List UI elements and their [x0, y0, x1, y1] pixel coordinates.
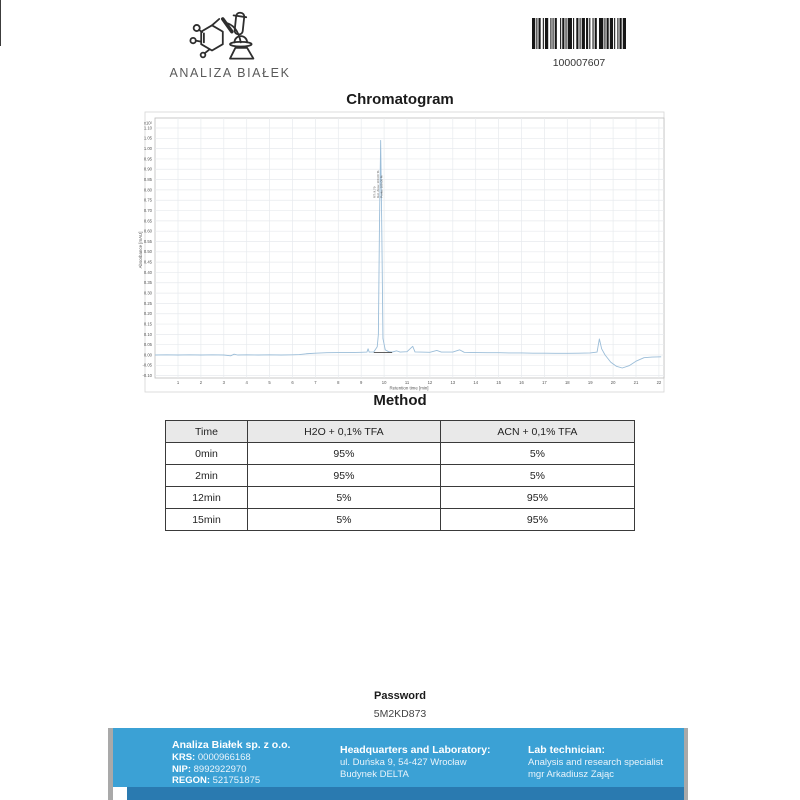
table-row [166, 443, 635, 465]
y-tick-label: 0.05 [143, 342, 152, 348]
table-cell: 5% [440, 465, 634, 487]
x-tick-label: 14 [473, 380, 479, 385]
method-table-head [166, 421, 635, 443]
x-tick-label: 16 [519, 380, 524, 385]
table-cell: 95% [440, 487, 634, 509]
technician-title: Lab technician: [528, 744, 606, 756]
y-tick-label: 1.05 [143, 135, 152, 141]
hq-address-line1: ul. Duńska 9, 54-427 Wrocław [340, 757, 467, 768]
x-tick-label: 5 [268, 380, 271, 385]
company-nip: NIP: 8992922970 [172, 763, 247, 775]
table-cell: 0min [166, 443, 248, 465]
table-row [166, 509, 635, 531]
table-cell: 12min [166, 487, 248, 509]
table-cell: 5% [247, 509, 440, 531]
x-tick-label: 3 [222, 380, 225, 385]
company-name: Analiza Białek sp. z o.o. [172, 739, 291, 751]
x-tick-label: 8 [337, 380, 340, 385]
y-axis-title: Absorbance [mAU] [138, 231, 143, 269]
table-header-cell: Time [166, 421, 248, 443]
y-tick-label: 0.25 [143, 300, 152, 306]
x-tick-label: 20 [610, 380, 616, 385]
technician-name: mgr Arkadiusz Zając [528, 768, 615, 780]
y-tick-label: 0.70 [143, 207, 152, 213]
x-tick-label: 19 [587, 380, 593, 385]
chromatogram-title: Chromatogram [346, 91, 454, 108]
table-row [166, 487, 635, 509]
y-tick-label: 0.55 [143, 238, 152, 244]
x-tick-label: 2 [199, 380, 203, 385]
x-tick-label: 1 [176, 380, 180, 385]
x-tick-label: 13 [450, 380, 456, 385]
barcode-number: 100007607 [552, 57, 606, 69]
hq-address-line2: Budynek DELTA [340, 768, 409, 780]
footer [113, 728, 684, 787]
y-tick-label: 0.15 [143, 321, 152, 327]
company-krs: KRS: 0000966168 [172, 752, 251, 763]
barcode-image [532, 18, 626, 49]
x-axis-title: Retention time [min] [389, 385, 429, 391]
table-cell: 15min [166, 509, 248, 531]
y-tick-label: -0.10 [142, 373, 152, 379]
y-tick-label: 0.10 [143, 331, 152, 337]
technician-role: Analysis and research specialist [528, 757, 664, 768]
y-tick-label: 0.60 [143, 228, 152, 234]
footer-right-shadow [684, 728, 688, 800]
y-tick-label: 0.20 [143, 311, 152, 317]
footer-technician-block [528, 744, 663, 780]
y-axis-multiplier: x10² [143, 120, 152, 126]
table-cell: 5% [247, 487, 440, 509]
y-tick-label: 0.85 [143, 176, 152, 182]
logo [155, 10, 305, 84]
table-header-cell: ACN + 0,1% TFA [440, 421, 634, 443]
y-tick-label: 0.95 [143, 156, 152, 162]
footer-bottom-strip [127, 787, 684, 800]
logo-text: ANALIZA BIAŁEK [169, 66, 291, 80]
x-tick-label: 12 [427, 380, 433, 385]
table-cell: 95% [440, 509, 634, 531]
y-tick-label: 0.30 [143, 290, 152, 296]
y-tick-label: -0.05 [142, 362, 152, 368]
table-cell: 95% [247, 443, 440, 465]
chromatogram-chart [138, 110, 666, 394]
footer-hq-block [340, 744, 491, 780]
table-header-cell: H2O + 0,1% TFA [247, 421, 440, 443]
x-tick-label: 10 [381, 380, 387, 385]
y-tick-label: 0.40 [143, 269, 152, 275]
y-tick-label: 0.45 [143, 259, 152, 265]
y-tick-label: 0.90 [143, 166, 152, 172]
table-row [166, 465, 635, 487]
x-tick-label: 15 [496, 380, 501, 385]
y-tick-label: 0.75 [143, 197, 152, 203]
x-tick-label: 22 [656, 380, 662, 385]
table-cell: 2min [166, 465, 248, 487]
molecule-microscope-icon [184, 10, 276, 64]
peak-annotation-line: Purity: 100.00 % [379, 175, 384, 198]
x-tick-label: 21 [633, 380, 639, 385]
method-table [165, 420, 635, 531]
method-table-body [166, 443, 635, 531]
password-label: Password [374, 690, 426, 702]
peak-annotation-line: RT: 9.79 [372, 186, 377, 198]
method-title: Method [373, 392, 427, 409]
y-tick-label: 1.10 [143, 125, 152, 131]
y-tick-label: 0.50 [143, 249, 152, 255]
y-tick-label: 0.65 [143, 218, 152, 224]
footer-company-block [172, 739, 290, 787]
table-cell: 95% [247, 465, 440, 487]
x-tick-label: 17 [542, 380, 547, 385]
y-tick-label: 0.80 [143, 187, 152, 193]
company-regon: REGON: 521751875 [172, 775, 261, 786]
y-tick-label: 0.35 [143, 280, 152, 286]
x-tick-label: 11 [404, 380, 410, 385]
barcode [531, 18, 627, 69]
plot-area [155, 118, 664, 378]
y-tick-label: 0.00 [143, 352, 152, 358]
x-tick-label: 18 [564, 380, 570, 385]
x-tick-label: 9 [360, 380, 363, 385]
page-edge-artifact [0, 0, 1, 46]
hq-title: Headquarters and Laboratory: [340, 744, 491, 756]
table-cell: 5% [440, 443, 634, 465]
x-tick-label: 7 [314, 380, 317, 385]
y-tick-label: 1.00 [143, 146, 152, 152]
x-tick-label: 4 [245, 380, 248, 385]
password-value: 5M2KD873 [373, 708, 427, 720]
x-tick-label: 6 [291, 380, 294, 385]
peak-annotation-line: Rel. Area: 100.00 % [376, 170, 381, 198]
table-header-row [166, 421, 635, 443]
